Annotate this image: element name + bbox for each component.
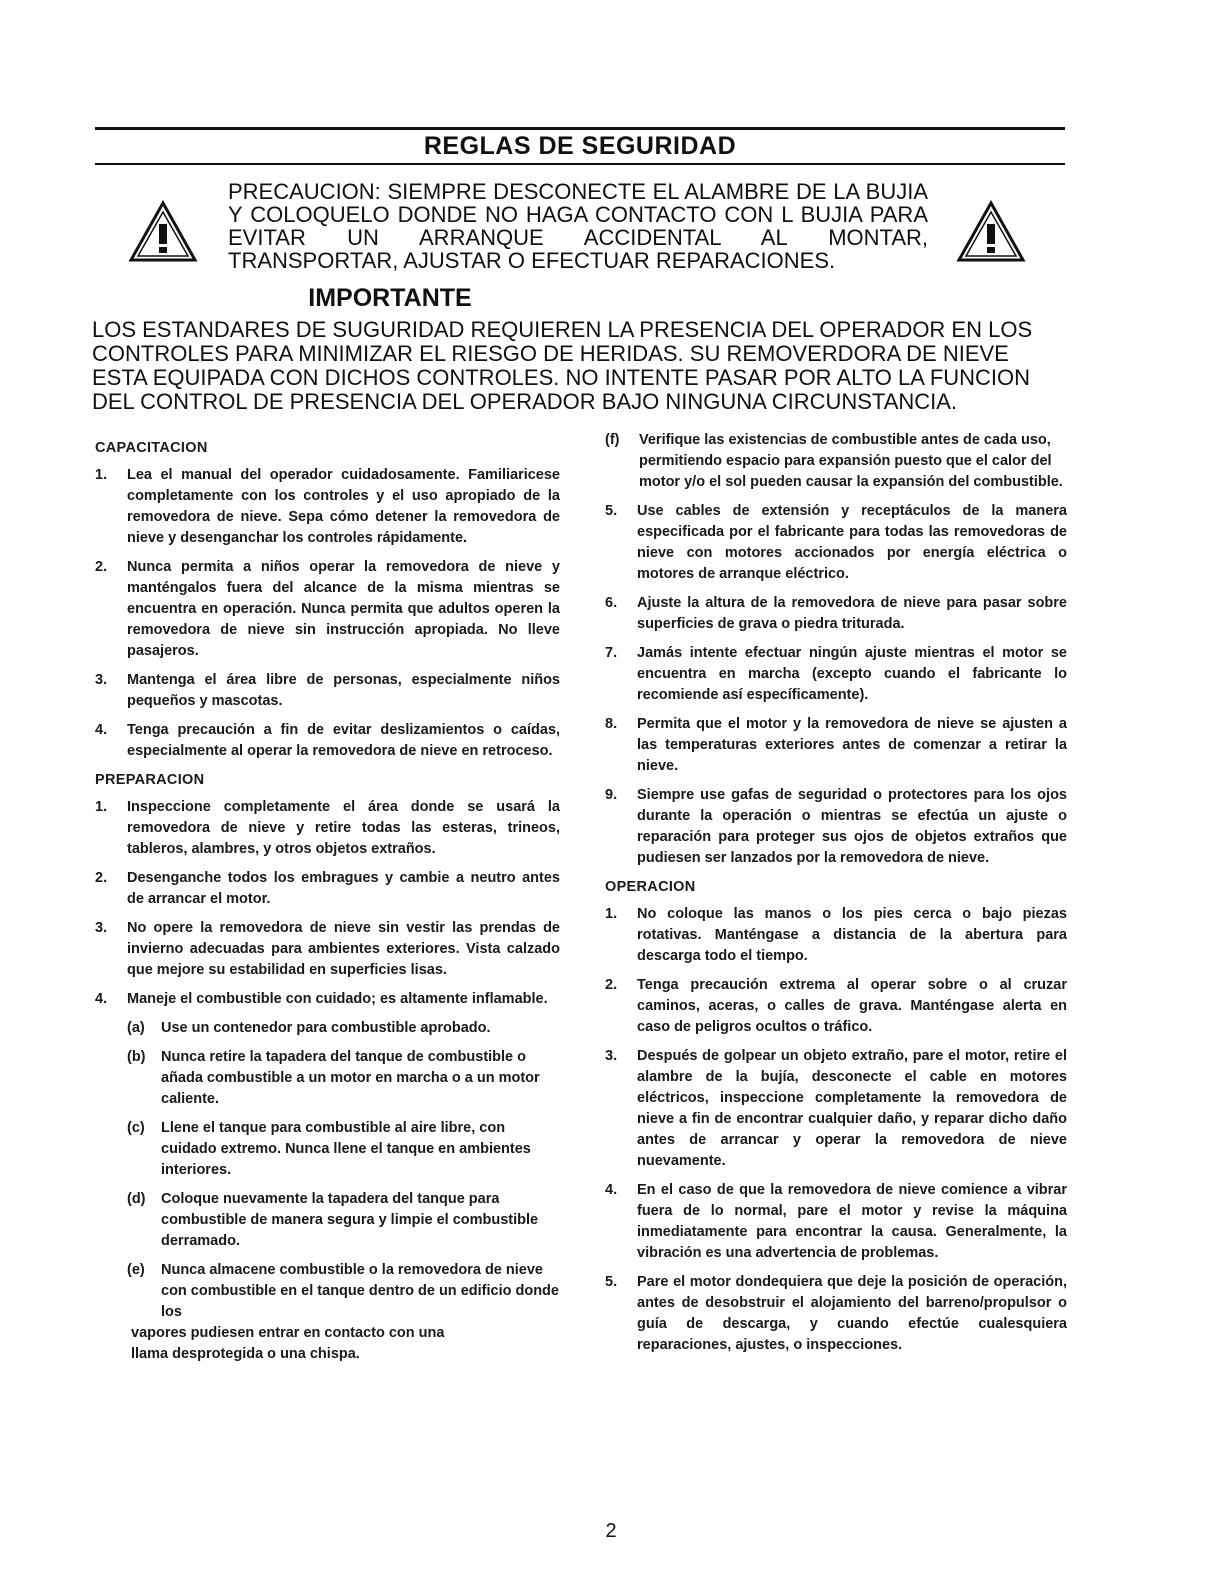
- importante-text: [92, 318, 1067, 414]
- item-number: 1.: [605, 906, 618, 922]
- item-text: Mantenga el área libre de personas, especialmente niños pequeños y mascotas.: [127, 672, 560, 709]
- item-text: En el caso de que la removedora de nieve comience a vibrar fuera de lo normal, pare el motor y revise la máquina inmediatamente para encontrar la causa. Generalmente, la vibración es una advertencia de problemas.: [637, 1182, 1067, 1261]
- item-text: No coloque las manos o los pies cerca o bajo piezas rotativas. Manténgase a distancia de la abertura para descarga todo el tiempo.: [637, 906, 1067, 964]
- top-rule: [95, 127, 1065, 130]
- item-number: 8.: [605, 716, 618, 732]
- importante-line: LOS ESTANDARES DE SUGURIDAD REQUIEREN LA PRESENCIA DEL OPERADOR EN LOS: [92, 317, 1033, 342]
- importante-heading: IMPORTANTE: [308, 284, 472, 312]
- sub-item: [127, 1047, 560, 1110]
- item-number: 5.: [605, 503, 618, 519]
- item-number: 2.: [95, 559, 108, 575]
- list-item: [605, 1046, 1067, 1172]
- item-number: 4.: [605, 1182, 618, 1198]
- importante-line: CONTROLES PARA MINIMIZAR EL RIESGO DE HERIDAS. SU REMOVERDORA DE NIEVE: [92, 341, 1009, 366]
- list-item: [95, 797, 560, 860]
- item-number: 6.: [605, 595, 618, 611]
- item-text: Nunca permita a niños operar la removedora de nieve y manténgalos fuera del alcance de la misma mientras se encuentra en operación. Nunca permita que adultos operen la removedora de nieve sin instrucción apropiada. No lleve pasajeros.: [127, 559, 560, 659]
- preparacion-heading: PREPARACION: [95, 772, 205, 788]
- item-number: 9.: [605, 787, 618, 803]
- operacion-heading: OPERACION: [605, 879, 696, 895]
- sub-item-continuation: vapores pudiesen entrar en contacto con una llama desprotegida o una chispa.: [131, 1325, 445, 1362]
- sub-item: [605, 430, 1067, 493]
- item-text: Inspeccione completamente el área donde se usará la removedora de nieve y retire todas las esteras, trineos, tableros, alambres, y otros objetos extraños.: [127, 799, 560, 857]
- list-item: [95, 557, 560, 662]
- sub-item-text: Llene el tanque para combustible al aire libre, con cuidado extremo. Nunca llene el tanque en ambientes interiores.: [161, 1120, 531, 1178]
- item-number: 3.: [95, 920, 108, 936]
- warning-triangle-icon: [128, 200, 198, 264]
- sub-item-text: Verifique las existencias de combustible antes de cada uso, permitiendo espacio para expansión puesto que el calor del motor y/o el sol pueden causar la expansión del combustible.: [639, 432, 1063, 490]
- item-number: 7.: [605, 645, 618, 661]
- title-rule: [95, 163, 1065, 165]
- item-number: 1.: [95, 467, 108, 483]
- capacitacion-heading: CAPACITACION: [95, 440, 208, 456]
- item-number: 3.: [605, 1048, 618, 1064]
- caution-block: [228, 180, 928, 272]
- sub-item-letter: (b): [127, 1049, 146, 1065]
- item-text: No opere la removedora de nieve sin vestir las prendas de invierno adecuadas para ambientes exteriores. Vista calzado que mejore su estabilidad en superficies lisas.: [127, 920, 560, 978]
- list-item: [605, 501, 1067, 585]
- item-text: Tenga precaución extrema al operar sobre o al cruzar caminos, aceras, o calles de grava. Manténgase alerta en caso de peligros ocultos o tráfico.: [637, 977, 1067, 1035]
- sub-item: [127, 1189, 560, 1252]
- caution-line: Y COLOQUELO DONDE NO HAGA CONTACTO CON L BUJIA PARA: [228, 202, 928, 227]
- item-number: 1.: [95, 799, 108, 815]
- item-text: Lea el manual del operador cuidadosamente. Familiaricese completamente con los controles y el uso apropiado de la removedora de nieve. Sepa cómo detener la removedora de nieve y desenganchar los controles rápidamente.: [127, 467, 560, 546]
- list-item: [605, 904, 1067, 967]
- item-number: 4.: [95, 991, 108, 1007]
- sub-item-text: Nunca almacene combustible o la removedora de nieve con combustible en el tanque dentro de un edificio donde los: [161, 1262, 559, 1320]
- sub-item: [127, 1260, 560, 1323]
- item-text: Tenga precaución a fin de evitar deslizamientos o caídas, especialmente al operar la removedora de nieve en retroceso.: [127, 722, 560, 759]
- page-title: REGLAS DE SEGURIDAD: [423, 132, 737, 160]
- list-item: [95, 868, 560, 910]
- sub-item: [127, 1118, 560, 1181]
- sub-item: [127, 1018, 560, 1039]
- item-number: 4.: [95, 722, 108, 738]
- sub-item-letter: (f): [605, 432, 620, 448]
- left-column: [95, 438, 560, 1365]
- item-text: Jamás intente efectuar ningún ajuste mientras el motor se encuentra en marcha (excepto cuando el fabricante lo recomiende así específicamente).: [637, 645, 1067, 703]
- list-item: [605, 714, 1067, 777]
- warning-triangle-icon: [956, 200, 1026, 264]
- list-item: [95, 720, 560, 762]
- list-item: [605, 1272, 1067, 1356]
- item-number: 3.: [95, 672, 108, 688]
- list-item: [605, 593, 1067, 635]
- importante-line: DEL CONTROL DE PRESENCIA DEL OPERADOR BAJO NINGUNA CIRCUNSTANCIA.: [92, 389, 958, 414]
- sub-item-text: Use un contenedor para combustible aprobado.: [161, 1020, 491, 1036]
- item-number: 5.: [605, 1274, 618, 1290]
- item-text: Después de golpear un objeto extraño, pare el motor, retire el alambre de la bujía, desconecte el cable en motores eléctricos, inspeccione completamente la removedora de nieve a fin de encontrar cualquier daño, y reparar dicho daño antes de arrancar y operar la removedora de nieve nuevamente.: [637, 1048, 1067, 1169]
- caution-line: PRECAUCION: SIEMPRE DESCONECTE EL ALAMBRE DE LA BUJIA: [228, 179, 928, 204]
- sub-item-letter: (d): [127, 1191, 146, 1207]
- item-text: Maneje el combustible con cuidado; es altamente inflamable.: [127, 991, 548, 1007]
- item-text: Desenganche todos los embragues y cambie a neutro antes de arrancar el motor.: [127, 870, 560, 907]
- list-item: [95, 918, 560, 981]
- item-text: Siempre use gafas de seguridad o protectores para los ojos durante la operación o mientras se efectúa un ajuste o reparación para proteger sus ojos de objetos extraños que pudiesen ser lanzados por la removedora de nieve.: [637, 787, 1067, 866]
- caution-line: TRANSPORTAR, AJUSTAR O EFECTUAR REPARACIONES.: [228, 248, 836, 273]
- sub-item-letter: (e): [127, 1262, 145, 1278]
- item-text: Pare el motor dondequiera que deje la posición de operación, antes de desobstruir el alojamiento del barreno/propulsor o guía de descarga, y cuando efectúe cualesquiera reparaciones, ajustes, o inspecciones.: [637, 1274, 1067, 1353]
- list-item: [95, 465, 560, 549]
- item-text: Ajuste la altura de la removedora de nieve para pasar sobre superficies de grava o piedra triturada.: [637, 595, 1067, 632]
- item-number: 2.: [605, 977, 618, 993]
- sub-item-text: Coloque nuevamente la tapadera del tanque para combustible de manera segura y limpie el combustible derramado.: [161, 1191, 539, 1249]
- sub-item-letter: (a): [127, 1020, 145, 1036]
- caution-line: EVITAR UN ARRANQUE ACCIDENTAL AL MONTAR,: [228, 225, 928, 250]
- list-item: [605, 643, 1067, 706]
- list-item: [95, 670, 560, 712]
- list-item: [605, 1180, 1067, 1264]
- item-number: 2.: [95, 870, 108, 886]
- list-item: [605, 785, 1067, 869]
- sub-item-letter: (c): [127, 1120, 145, 1136]
- item-text: Permita que el motor y la removedora de nieve se ajusten a las temperaturas exteriores antes de comenzar a retirar la nieve.: [637, 716, 1067, 774]
- item-text: Use cables de extensión y receptáculos de la manera especificada por el fabricante para todas las removedoras de nieve con motores accionados por energía eléctrica o motores de arranque eléctrico.: [637, 503, 1067, 582]
- list-item: [95, 989, 560, 1010]
- sub-item-text: Nunca retire la tapadera del tanque de combustible o añada combustible a un motor en marcha o a un motor caliente.: [161, 1049, 540, 1107]
- list-item: [605, 975, 1067, 1038]
- page-number: 2: [605, 1520, 617, 1542]
- importante-line: ESTA EQUIPADA CON DICHOS CONTROLES. NO INTENTE PASAR POR ALTO LA FUNCION: [92, 365, 1031, 390]
- right-column: [605, 430, 1067, 1364]
